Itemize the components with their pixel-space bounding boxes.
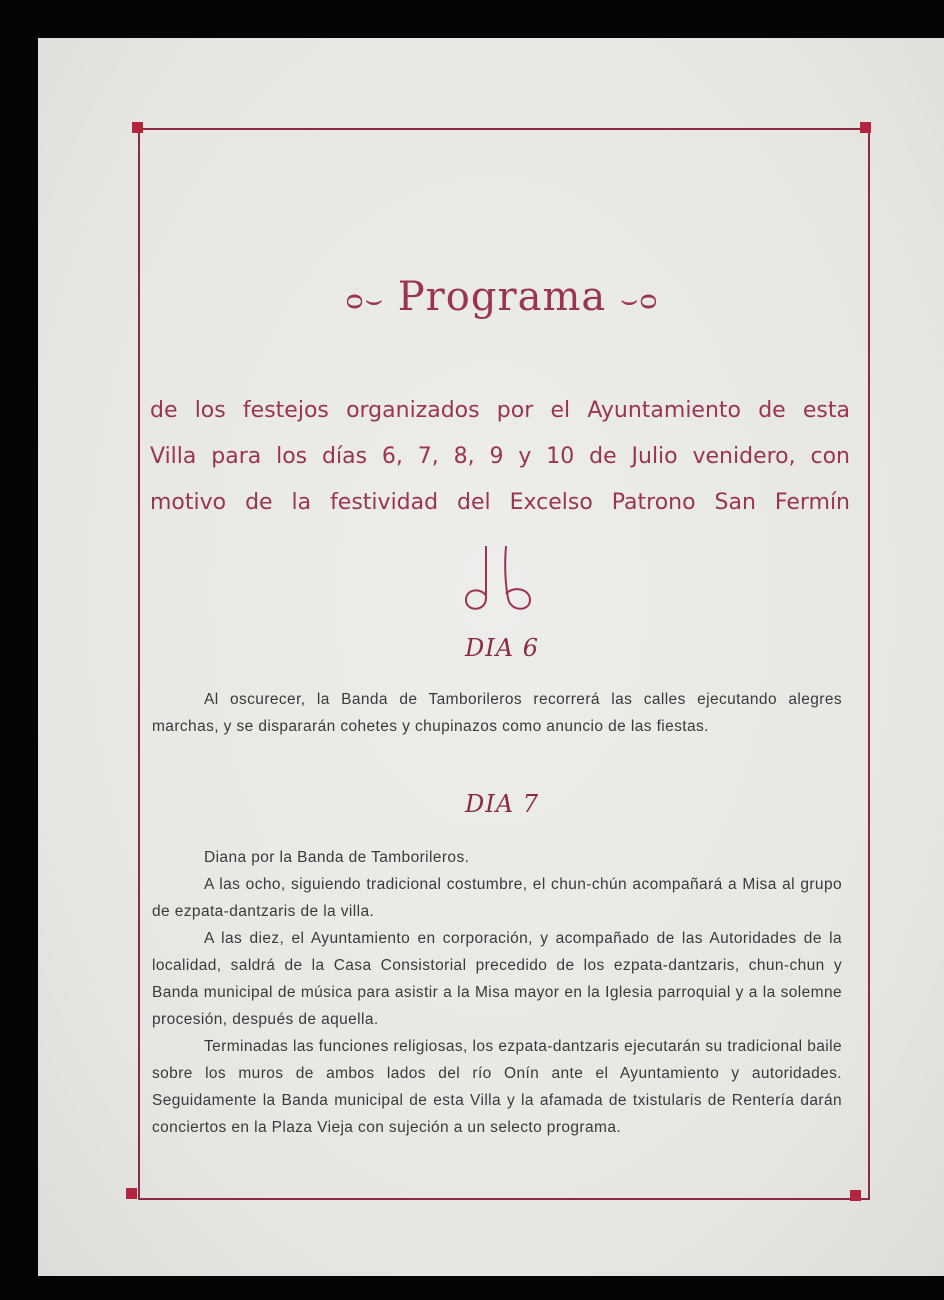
day-paragraph: A las diez, el Ayuntamiento en corporación, y acompañado de las Autoridades de la localidad, saldrá de la Casa Consistorial precedido de los ezpata-dantzaris, chun-chun y Banda municipal de música para asistir a la Misa mayor en la Iglesia parroquial y a la solemne procesión, después de aquella. — [152, 930, 842, 1028]
corner-square-icon — [126, 1188, 137, 1199]
title-ornament-left: ᴑ⌣ — [345, 283, 385, 316]
title-text: Programa — [397, 274, 607, 320]
day-paragraph: Terminadas las funciones religiosas, los ezpata-dantzaris ejecutarán su tradicional baile sobre los muros de ambos lados del río Onín ante el Ayuntamiento y autoridades. Seguidamente la Banda municipal de esta Villa y la afamada de txistularis de Rentería darán conciertos en la Plaza Vieja con sujeción a un selecto programa. — [152, 1038, 842, 1136]
intro-line: motivo de la festividad del Excelso Patrono San Fermín — [150, 490, 850, 515]
intro-text — [150, 388, 850, 526]
decorative-flourish-icon — [456, 538, 546, 618]
corner-square-icon — [132, 122, 143, 133]
day-paragraph: A las ocho, siguiendo tradicional costumbre, el chun-chún acompañará a Misa al grupo de ezpata-dantzaris de la villa. — [152, 876, 842, 920]
intro-line: Villa para los días 6, 7, 8, 9 y 10 de Julio venidero, con — [150, 444, 850, 469]
day-paragraph: Al oscurecer, la Banda de Tamborileros recorrerá las calles ejecutando alegres marchas, y se dispararán cohetes y chupinazos como anuncio de las fiestas. — [152, 691, 842, 735]
corner-square-icon — [850, 1190, 861, 1201]
day-heading: DIA 7 — [465, 790, 539, 818]
intro-line: de los festejos organizados por el Ayuntamiento de esta — [150, 398, 850, 423]
day-paragraph: Diana por la Banda de Tamborileros. — [204, 849, 470, 866]
title-ornament-right: ⌣ᴑ — [619, 283, 659, 316]
corner-square-icon — [860, 122, 871, 133]
day-heading: DIA 6 — [465, 634, 539, 662]
document-page — [38, 38, 944, 1276]
page-title — [138, 274, 866, 320]
